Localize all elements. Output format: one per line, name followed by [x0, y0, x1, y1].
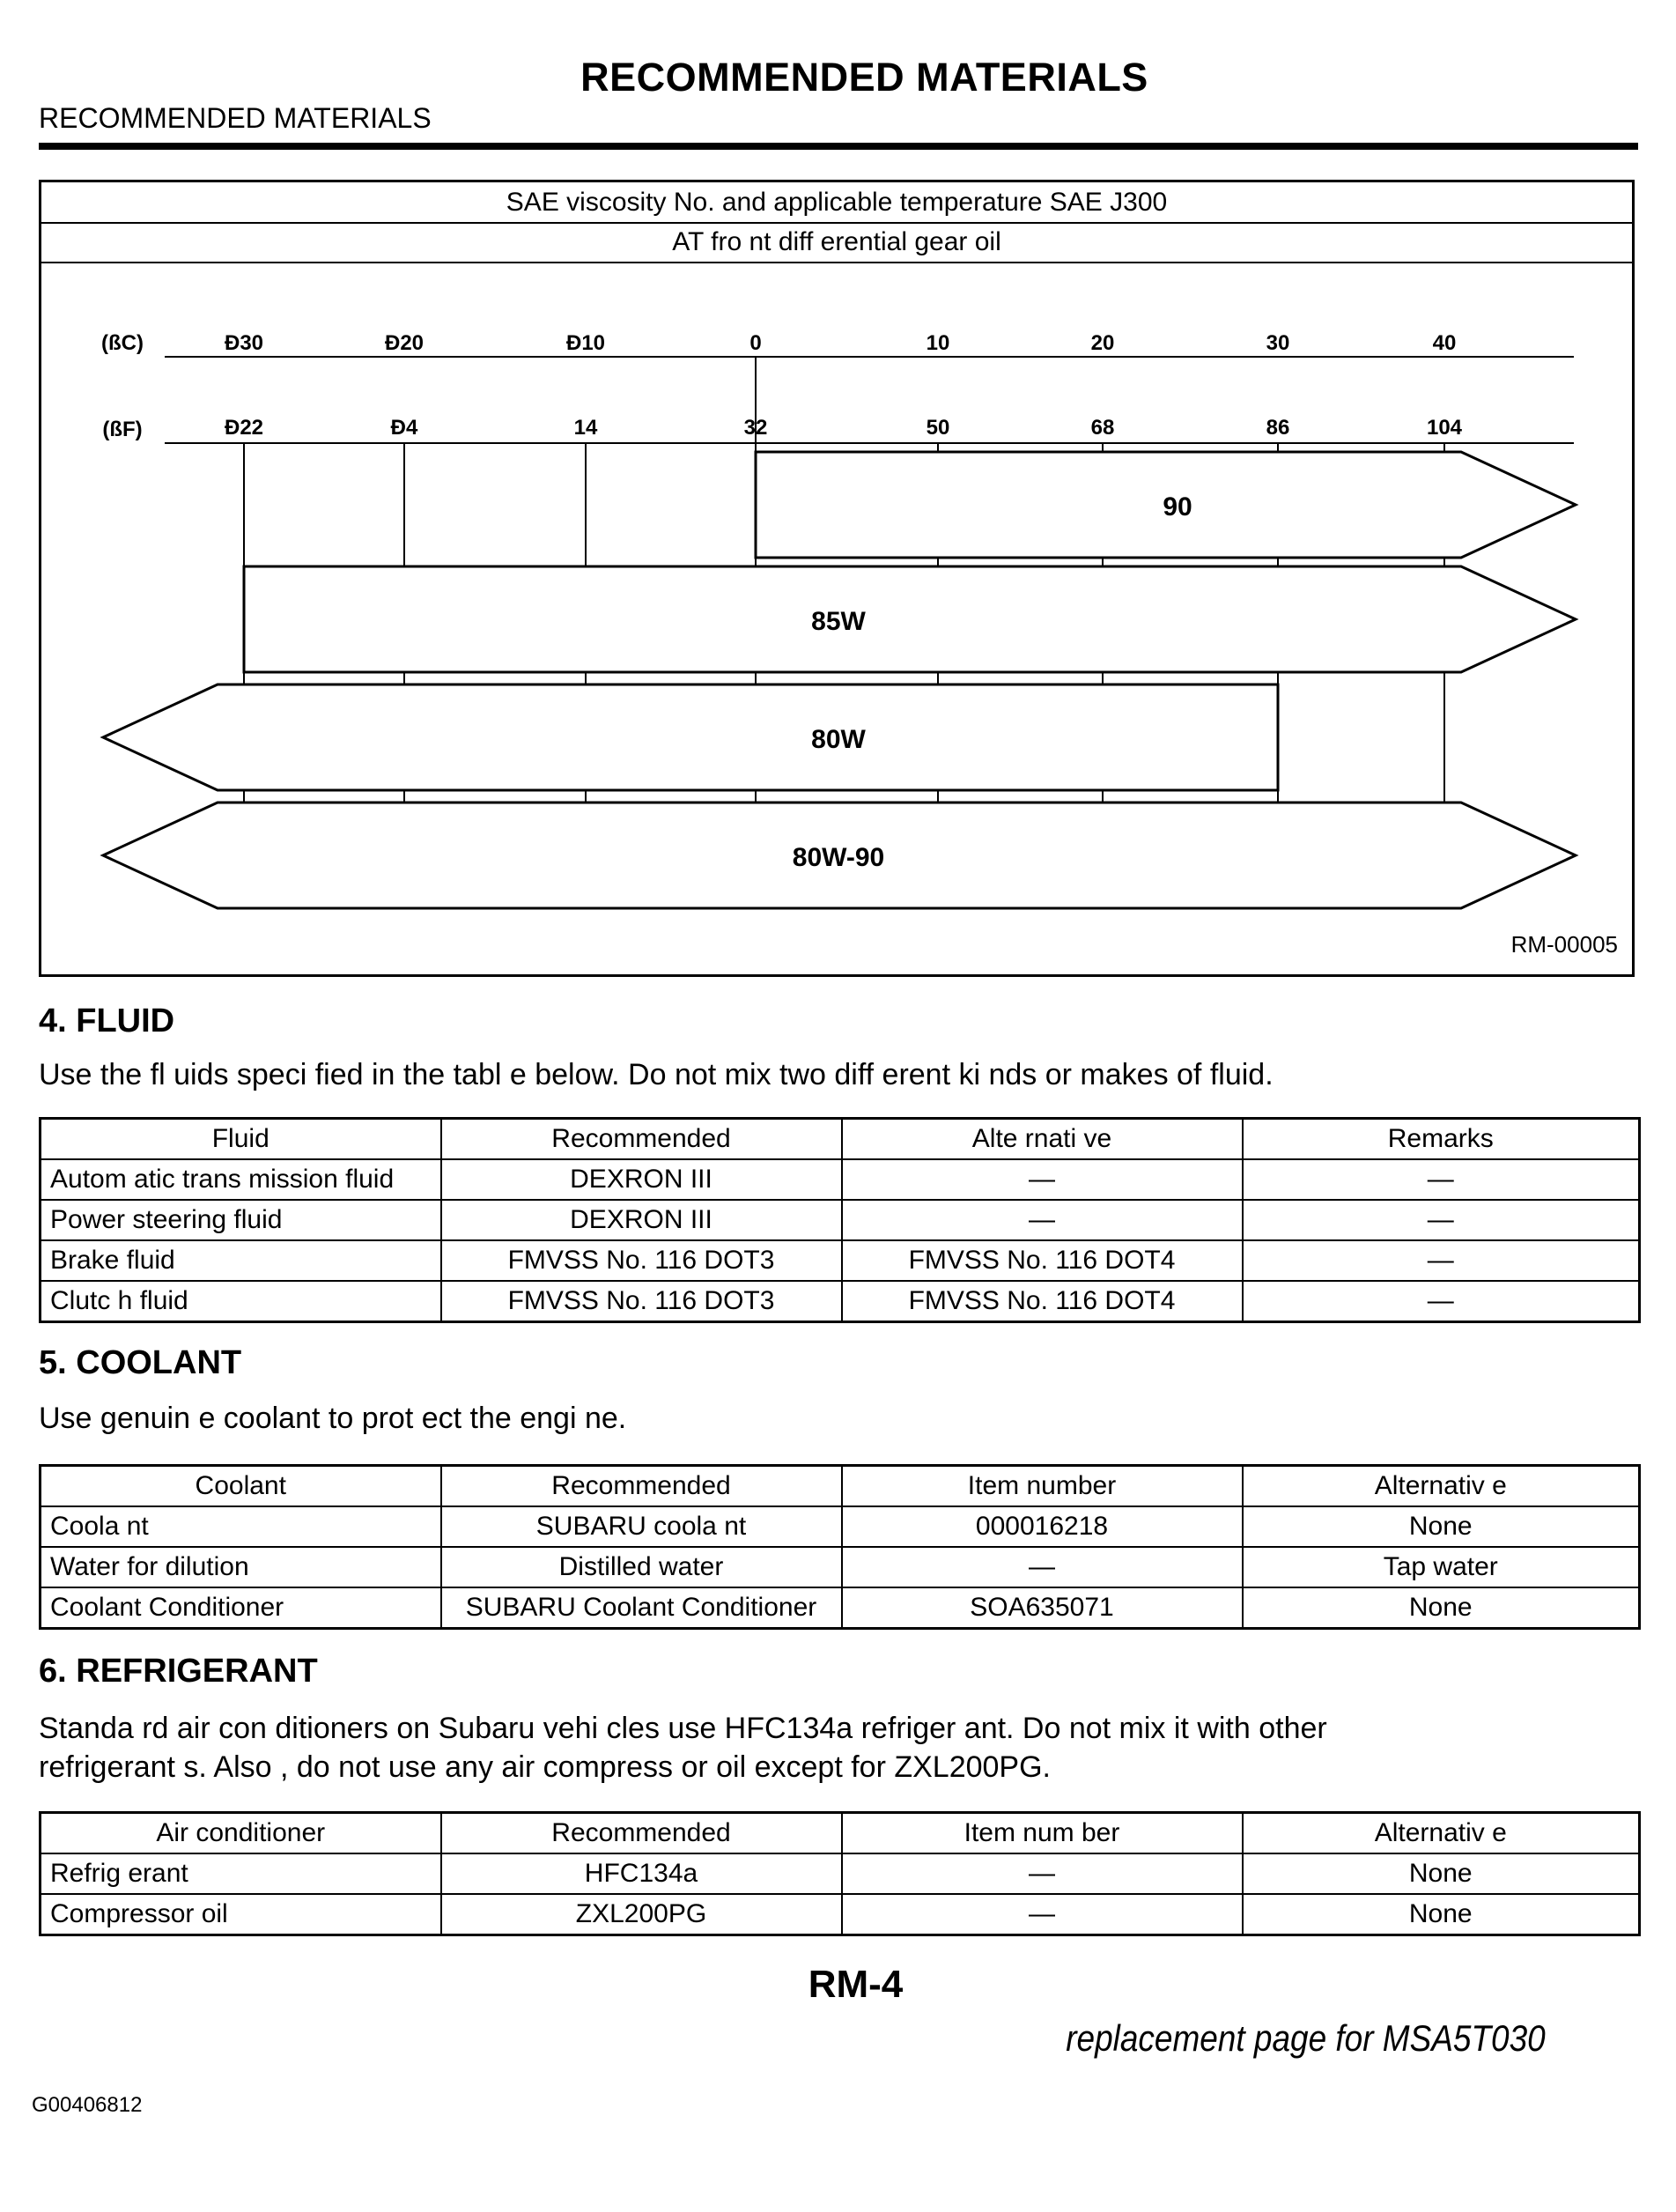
table-cell: — — [1243, 1159, 1640, 1200]
column-header: Recommended — [441, 1813, 842, 1854]
table-cell: — — [842, 1159, 1243, 1200]
table-cell: Distilled water — [441, 1547, 842, 1587]
table-cell: — — [842, 1894, 1243, 1935]
table-cell: Autom atic trans mission fluid — [41, 1159, 441, 1200]
table-row — [41, 1159, 1640, 1200]
table-cell: None — [1243, 1506, 1640, 1547]
page-number: RM-4 — [808, 1963, 904, 2006]
column-header: Coolant — [41, 1466, 441, 1507]
table-cell: DEXRON III — [441, 1159, 842, 1200]
table-row — [41, 1281, 1640, 1322]
chart-title: SAE viscosity No. and applicable temperature SAE J300 — [41, 182, 1632, 224]
table-cell: FMVSS No. 116 DOT3 — [441, 1281, 842, 1322]
table-cell: Coola nt — [41, 1506, 441, 1547]
document-code: G00406812 — [32, 2093, 143, 2117]
table-cell: Power steering fluid — [41, 1200, 441, 1240]
table-cell: Refrig erant — [41, 1853, 441, 1894]
table-row — [41, 1200, 1640, 1240]
table-cell: Compressor oil — [41, 1894, 441, 1935]
column-header: Remarks — [1243, 1119, 1640, 1160]
fahrenheit-unit-label: (ßF) — [102, 418, 143, 441]
table-cell: DEXRON III — [441, 1200, 842, 1240]
fahrenheit-tick-label: 104 — [1426, 416, 1463, 440]
table-cell: None — [1243, 1894, 1640, 1935]
celsius-unit-label: (ßC) — [101, 331, 144, 355]
table-cell: ZXL200PG — [441, 1894, 842, 1935]
column-header: Alternativ e — [1243, 1813, 1640, 1854]
celsius-tick-label: 20 — [1090, 331, 1115, 355]
fahrenheit-tick-label: Ð4 — [390, 416, 418, 440]
table-cell: Clutc h fluid — [41, 1281, 441, 1322]
table-row — [41, 1894, 1640, 1935]
viscosity-bar — [244, 566, 1576, 672]
fahrenheit-tick-label: Ð22 — [224, 416, 264, 440]
table-cell: — — [842, 1853, 1243, 1894]
column-header: Alte rnati ve — [842, 1119, 1243, 1160]
column-header: Fluid — [41, 1119, 441, 1160]
fahrenheit-tick-label: 86 — [1266, 416, 1290, 440]
viscosity-bar-label: 80W — [811, 725, 866, 754]
column-header: Recommended — [441, 1466, 842, 1507]
viscosity-bar — [103, 684, 1278, 790]
fahrenheit-tick-label: 50 — [926, 416, 950, 440]
celsius-tick-label: 10 — [926, 331, 950, 355]
celsius-tick-label: 0 — [749, 331, 762, 355]
table-cell: FMVSS No. 116 DOT4 — [842, 1281, 1243, 1322]
coolant-heading: 5. COOLANT — [39, 1344, 242, 1381]
column-header: Item num ber — [842, 1813, 1243, 1854]
table-cell: FMVSS No. 116 DOT4 — [842, 1240, 1243, 1281]
celsius-tick-label: Ð10 — [565, 331, 606, 355]
column-header: Recommended — [441, 1119, 842, 1160]
refrigerant-intro-line2: refrigerant s. Also , do not use any air compress or oil except for ZXL200PG. — [39, 1750, 1051, 1784]
coolant-intro: Use genuin e coolant to prot ect the engi ne. — [39, 1402, 627, 1435]
table-cell: 000016218 — [842, 1506, 1243, 1547]
table-cell: — — [842, 1200, 1243, 1240]
table-cell: None — [1243, 1587, 1640, 1629]
refrigerant-intro-line1: Standa rd air con ditioners on Subaru vehi cles use HFC134a refriger ant. Do not mix it with other — [39, 1712, 1327, 1745]
column-header: Alternativ e — [1243, 1466, 1640, 1507]
viscosity-bar-label: 90 — [1163, 492, 1192, 522]
table-cell: — — [1243, 1200, 1640, 1240]
table-cell: Brake fluid — [41, 1240, 441, 1281]
table-cell: SUBARU coola nt — [441, 1506, 842, 1547]
celsius-tick-label: 40 — [1432, 331, 1457, 355]
coolant-table — [39, 1464, 1641, 1630]
table-cell: Coolant Conditioner — [41, 1587, 441, 1629]
column-header: Item number — [842, 1466, 1243, 1507]
table-cell: HFC134a — [441, 1853, 842, 1894]
viscosity-chart — [39, 180, 1635, 977]
table-header-row — [41, 1813, 1640, 1854]
celsius-tick-label: Ð20 — [384, 331, 425, 355]
table-cell: FMVSS No. 116 DOT3 — [441, 1240, 842, 1281]
refrigerant-table — [39, 1811, 1641, 1936]
table-cell: Water for dilution — [41, 1547, 441, 1587]
table-row — [41, 1853, 1640, 1894]
replacement-note: replacement page for MSA5T030 — [1066, 2017, 1546, 2059]
viscosity-bar-label: 85W — [811, 607, 866, 636]
header-rule — [39, 143, 1638, 150]
table-header-row — [41, 1466, 1640, 1507]
column-header: Air conditioner — [41, 1813, 441, 1854]
table-row — [41, 1506, 1640, 1547]
table-cell: None — [1243, 1853, 1640, 1894]
viscosity-bar-label: 80W-90 — [792, 843, 885, 872]
chart-plot — [41, 182, 1632, 974]
fluid-table — [39, 1117, 1641, 1323]
fahrenheit-tick-label: 14 — [573, 416, 598, 440]
table-cell: — — [842, 1547, 1243, 1587]
table-cell: SUBARU Coolant Conditioner — [441, 1587, 842, 1629]
chart-subtitle: AT fro nt diff erential gear oil — [41, 222, 1632, 263]
fahrenheit-tick-label: 32 — [743, 416, 768, 440]
fluid-intro: Use the fl uids speci fied in the tabl e below. Do not mix two diff erent ki nds or makes of fluid. — [39, 1058, 1274, 1091]
table-row — [41, 1587, 1640, 1629]
fahrenheit-tick-label: 68 — [1090, 416, 1115, 440]
celsius-tick-label: 30 — [1266, 331, 1290, 355]
table-cell: — — [1243, 1281, 1640, 1322]
table-cell: SOA635071 — [842, 1587, 1243, 1629]
table-cell: — — [1243, 1240, 1640, 1281]
running-head: RECOMMENDED MATERIALS — [39, 102, 432, 134]
figure-id: RM-00005 — [1510, 931, 1618, 958]
table-row — [41, 1240, 1640, 1281]
page-title: RECOMMENDED MATERIALS — [580, 55, 1148, 100]
table-row — [41, 1547, 1640, 1587]
table-cell: Tap water — [1243, 1547, 1640, 1587]
celsius-tick-label: Ð30 — [224, 331, 264, 355]
table-header-row — [41, 1119, 1640, 1160]
refrigerant-heading: 6. REFRIGERANT — [39, 1653, 318, 1690]
fluid-heading: 4. FLUID — [39, 1002, 175, 1039]
